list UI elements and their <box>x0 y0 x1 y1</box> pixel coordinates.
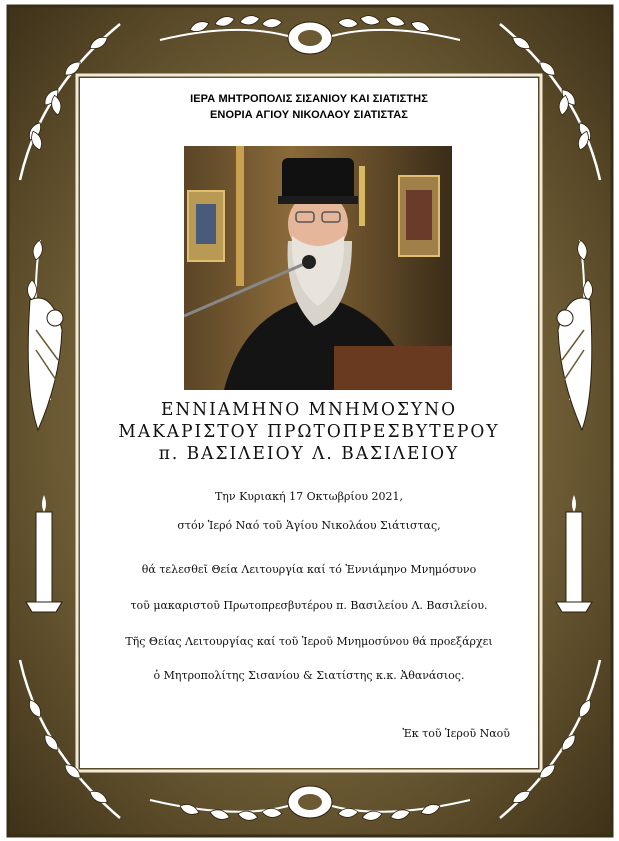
signature: Ἐκ τοῦ Ἱεροῦ Ναοῦ <box>402 727 510 740</box>
title-protopresbyter: ΜΑΚΑΡΙΣΤΟΥ ΠΡΩΤΟΠΡΕΣΒΥΤΕΡΟΥ <box>118 421 500 443</box>
body-line-church: στόν Ἱερό Ναό τοῦ Ἁγίου Νικολάου Σιάτιστας, <box>177 519 441 532</box>
invitation-panel <box>80 78 538 768</box>
body-line-metropolitan: ὁ Μητροπολίτης Σισανίου & Σιατίστης κ.κ. Ἀθανάσιος. <box>153 669 465 682</box>
title-memorial: ΕΝΝΙΑΜΗΝΟ ΜΝΗΜΟΣΥΝΟ <box>160 399 458 421</box>
parish-heading: ΕΝΟΡΙΑ ΑΓΙΟΥ ΝΙΚΟΛΑΟΥ ΣΙΑΤΙΣΤΑΣ <box>209 109 409 121</box>
body-line-date: Την Κυριακή 17 Οκτωβρίου 2021, <box>214 490 404 503</box>
body-line-liturgy: θά τελεσθεῖ Θεία Λειτουργία καί τό Ἐννιάμηνο Μνημόσυνο <box>141 563 477 576</box>
metropolis-heading: ΙΕΡΑ ΜΗΤΡΟΠΟΛΙΣ ΣΙΣΑΝΙΟΥ ΚΑΙ ΣΙΑΤΙΣΤΗΣ <box>190 93 428 105</box>
priest-portrait-photo <box>184 146 452 390</box>
title-name: π. ΒΑΣΙΛΕΙΟΥ Λ. ΒΑΣΙΛΕΙΟΥ <box>158 443 460 465</box>
body-line-presiding: Τῆς Θείας Λειτουργίας καί τοῦ Ἱεροῦ Μνημοσύνου θά προεξάρχει <box>125 635 493 648</box>
body-line-deceased: τοῦ μακαριστοῦ Πρωτοπρεσβυτέρου π. Βασιλείου Λ. Βασιλείου. <box>130 599 488 612</box>
